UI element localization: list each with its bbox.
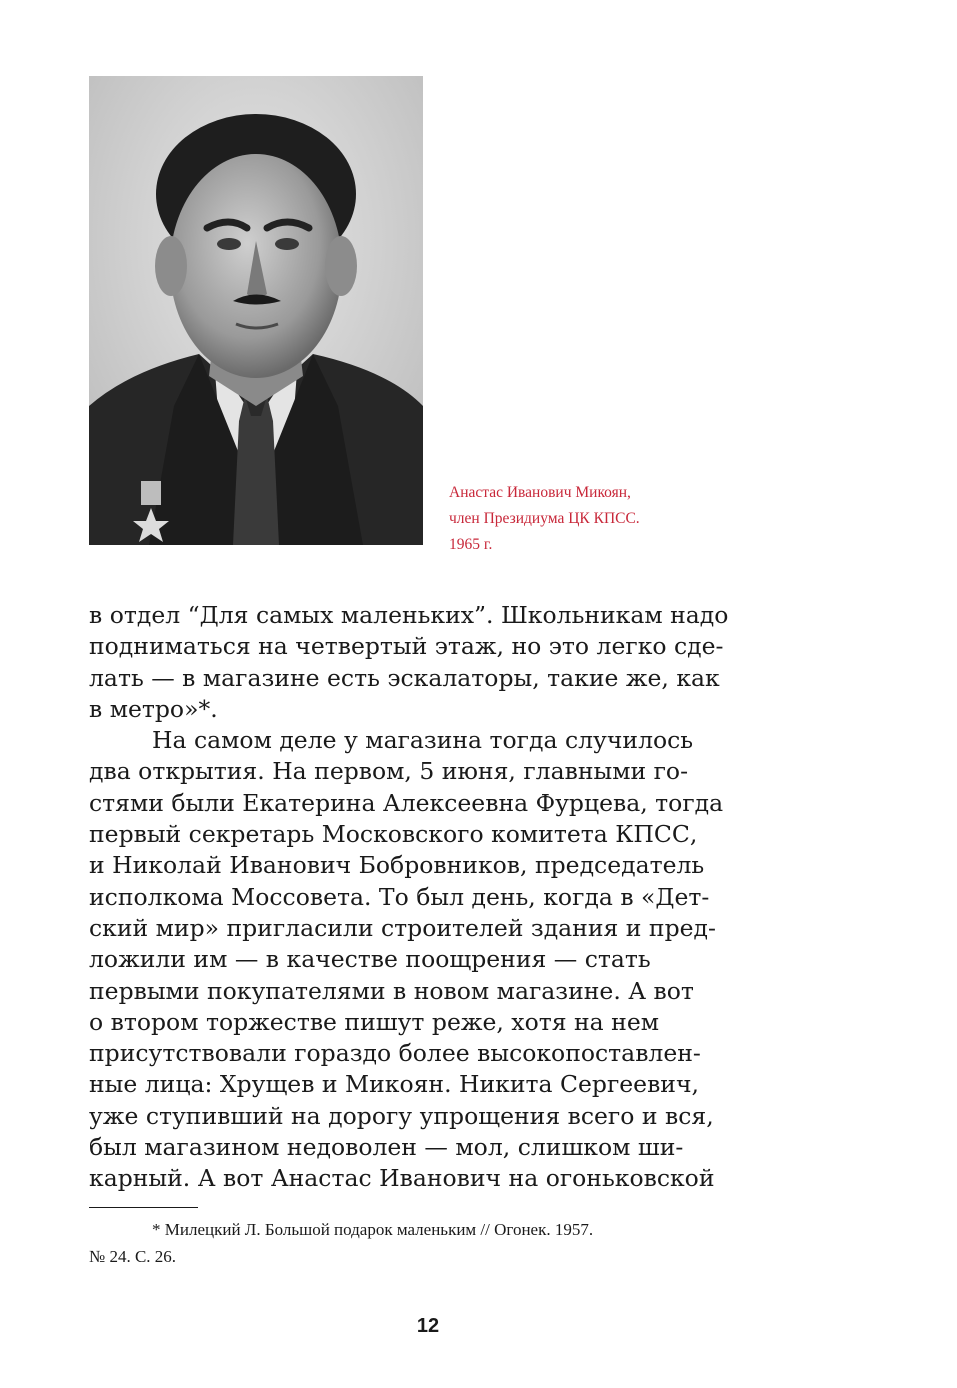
text-line: ложили им — в качестве поощрения — стать	[89, 945, 651, 974]
page-number: 12	[416, 1315, 440, 1337]
text-line: был магазином недоволен — мол, слишком ши-	[89, 1133, 684, 1162]
text-line: о втором торжестве пишут реже, хотя на нем	[89, 1007, 660, 1036]
text-line: два открытия. На первом, 5 июня, главными го-	[89, 757, 689, 786]
text-line: стями были Екатерина Алексеевна Фурцева, тогда	[89, 788, 724, 817]
text-line: карный. А вот Анастас Иванович на огоньковской	[89, 1164, 715, 1193]
footnote-divider	[89, 1207, 198, 1208]
body-text	[89, 600, 789, 1195]
caption-line: член Президиума ЦК КПСС.	[449, 510, 640, 527]
text-line: лать — в магазине есть эскалаторы, такие же, как	[89, 663, 720, 692]
footnote-line: * Милецкий Л. Большой подарок маленьким // Огонек. 1957.	[152, 1220, 594, 1239]
text-line-with-footnote-marker: в метро»*.	[89, 694, 218, 723]
text-line: ский мир» пригласили строителей здания и пред-	[89, 913, 716, 942]
caption-line: Анастас Иванович Микоян,	[449, 484, 631, 501]
text-line: подниматься на четвертый этаж, но это легко сде-	[89, 632, 724, 661]
text-line: исполкома Моссовета. То был день, когда в «Дет-	[89, 882, 710, 911]
caption-line: 1965 г.	[449, 536, 493, 553]
text-line: ные лица: Хрущев и Микоян. Никита Сергеевич,	[89, 1070, 699, 1099]
text-line: первыми покупателями в новом магазине. А вот	[89, 976, 694, 1005]
text-line: в отдел “Для самых маленьких”. Школьникам надо	[89, 601, 729, 629]
photo-caption	[449, 480, 769, 558]
text-line: первый секретарь Московского комитета КПСС,	[89, 820, 698, 849]
paragraph-first-line: На самом деле у магазина тогда случилось	[152, 726, 694, 755]
footnote	[89, 1216, 789, 1270]
text-line: и Николай Иванович Бобровников, председатель	[89, 851, 705, 880]
text-line: присутствовали гораздо более высокопоставлен-	[89, 1039, 701, 1068]
text-line: уже ступивший на дорогу упрощения всего и вся,	[89, 1101, 714, 1130]
footnote-line: № 24. С. 26.	[89, 1247, 177, 1266]
portrait-photo	[89, 76, 423, 545]
